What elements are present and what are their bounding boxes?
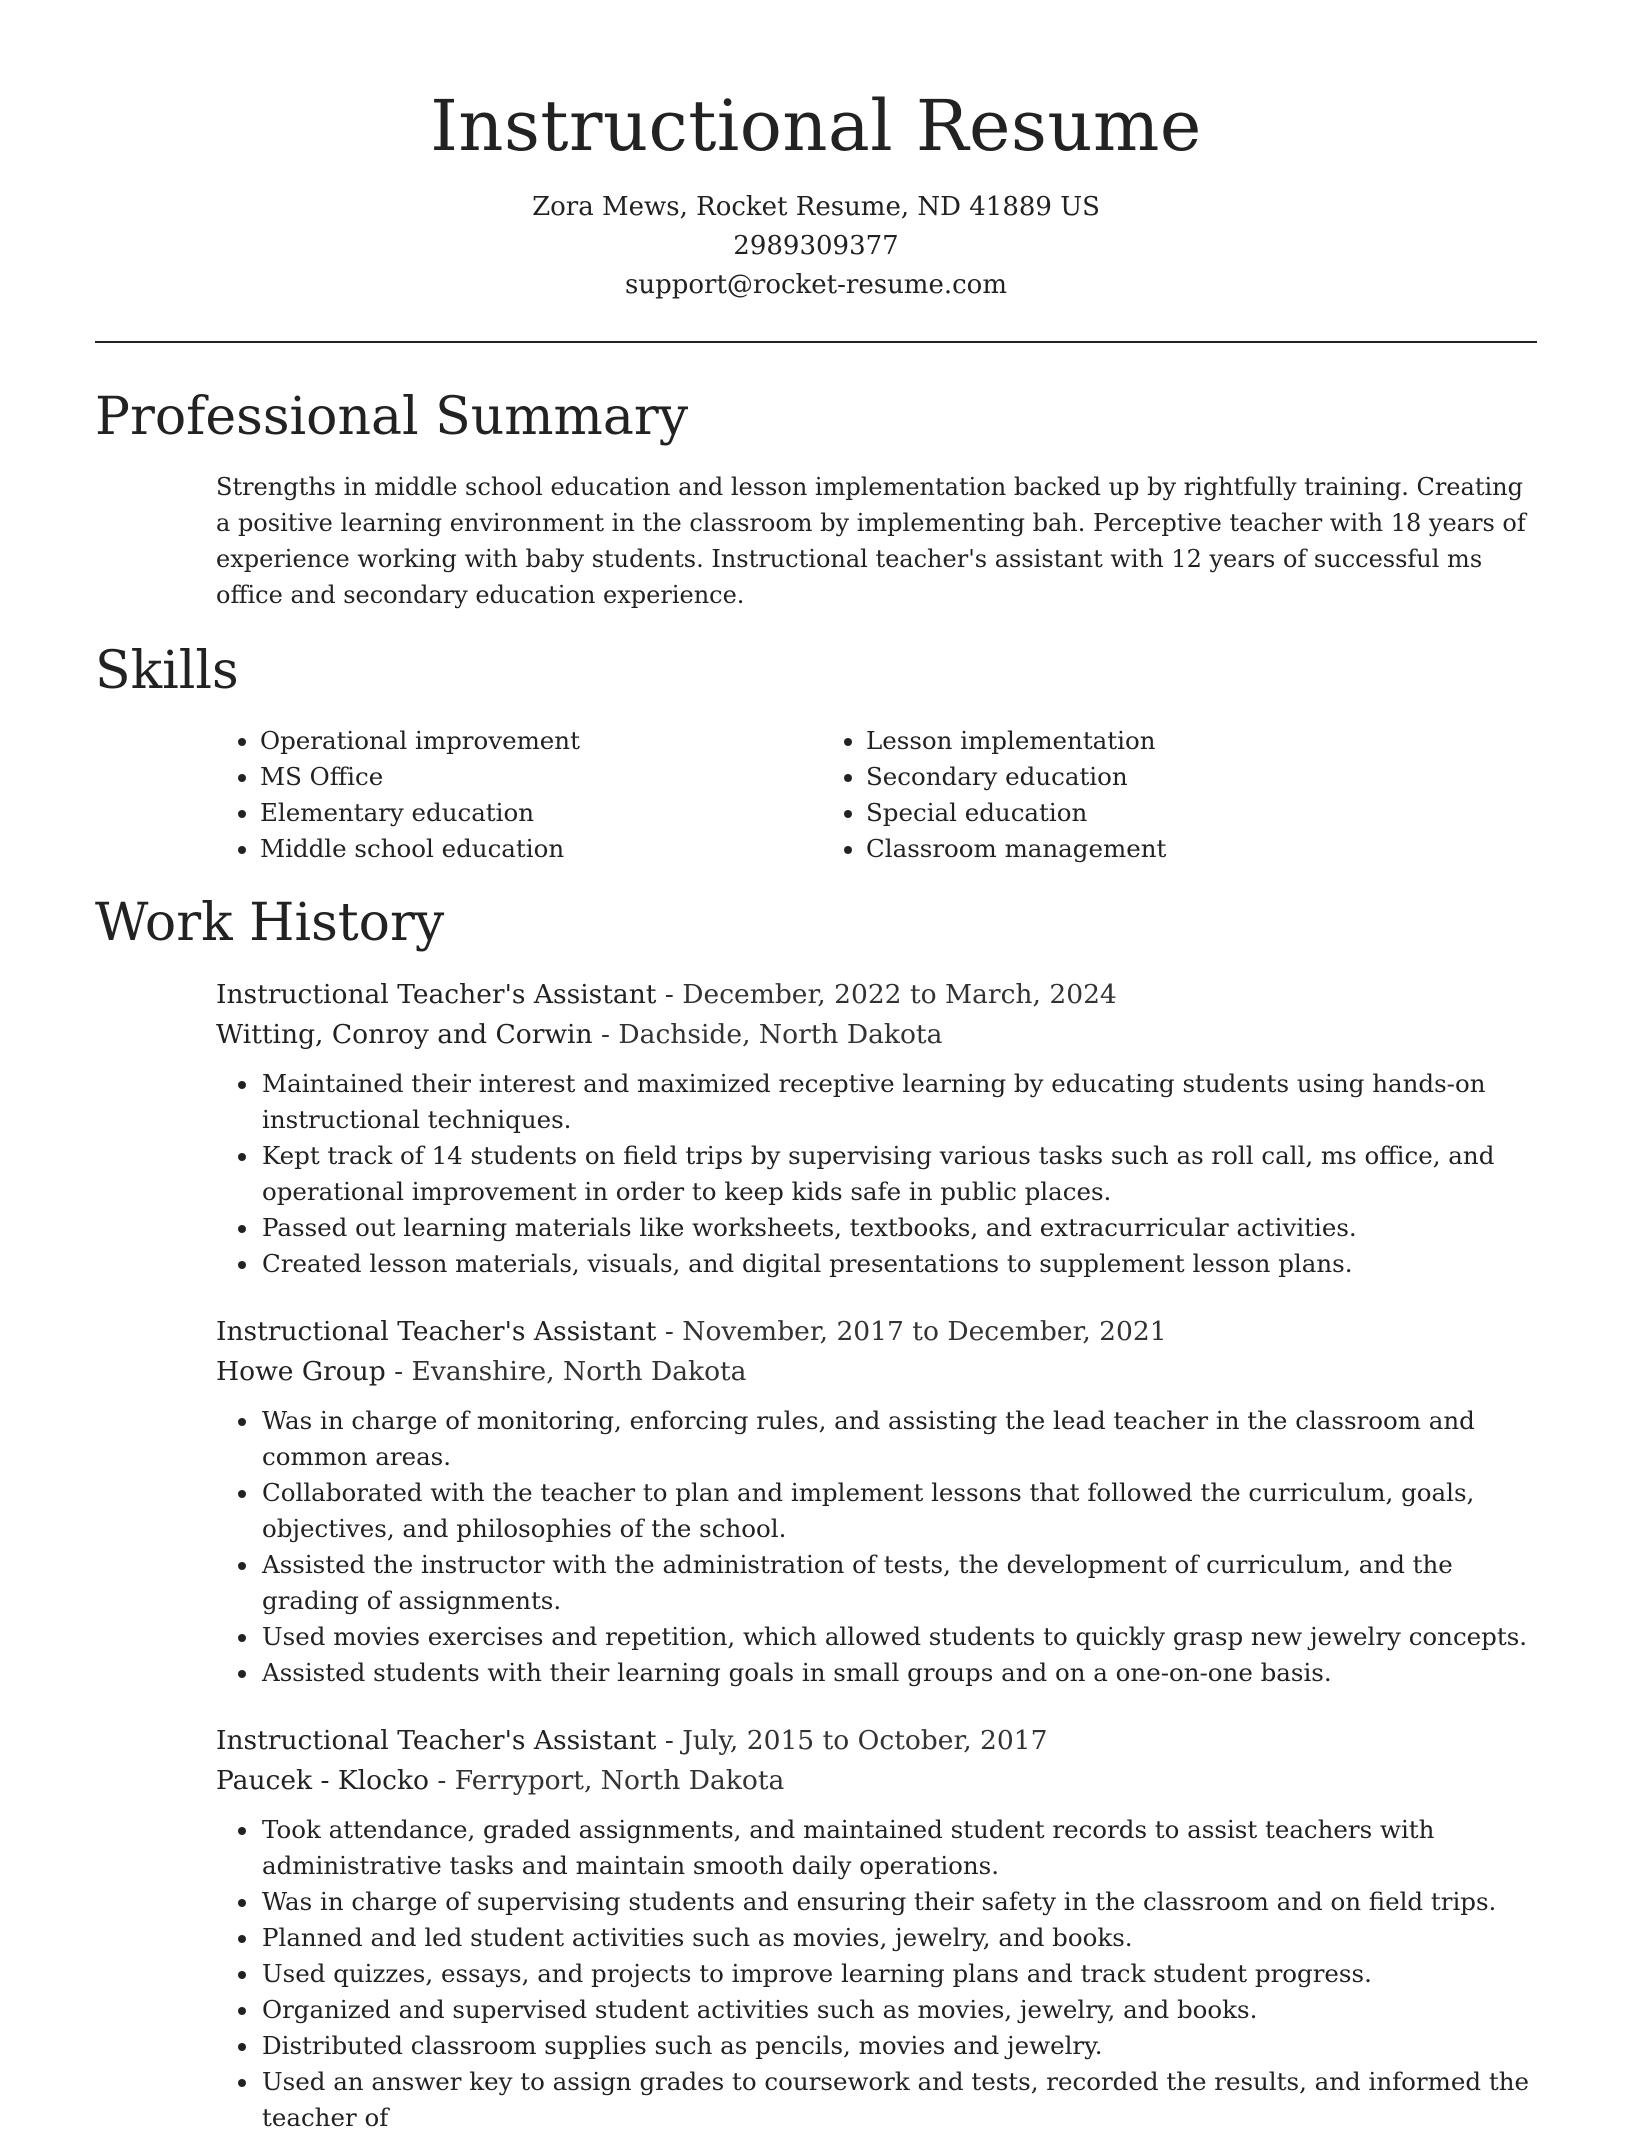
job-company: Howe Group [216,1356,386,1387]
job-separator: - [656,1725,683,1756]
skill-item: • Lesson implementation [866,723,1166,759]
job-heading [216,975,1537,1015]
job-bullet: • Assisted the instructor with the administration of tests, the development of curriculum, and the grading of assignments. [260,1547,1536,1619]
job-entry [216,1721,1537,2136]
job-bullets [216,1066,1536,1282]
skill-item: • Special education [866,795,1166,831]
skill-item: • MS Office [260,759,822,795]
resume-header [95,0,1537,305]
skill-item: • Middle school education [260,831,822,867]
job-bullet: • Maintained their interest and maximized receptive learning by educating students using hands-on instructional techniques. [260,1066,1536,1138]
job-separator: - [385,1356,412,1387]
job-company: Paucek - Klocko [216,1765,429,1796]
job-separator: - [592,1019,619,1050]
job-entry [216,975,1537,1282]
job-bullet: • Created lesson materials, visuals, and digital presentations to supplement lesson plans. [260,1246,1536,1282]
job-separator: - [428,1765,455,1796]
skill-item: • Classroom management [866,831,1166,867]
job-heading [216,1721,1537,1761]
job-bullet: • Used an answer key to assign grades to coursework and tests, recorded the results, and informed the teacher of [260,2064,1536,2136]
skills-column-left [216,723,822,867]
contact-info [95,188,1537,305]
job-bullet: • Passed out learning materials like worksheets, textbooks, and extracurricular activities. [260,1210,1536,1246]
job-bullet: • Took attendance, graded assignments, and maintained student records to assist teachers with administrative tasks and maintain smooth daily operations. [260,1812,1536,1884]
job-employer [216,1352,1537,1392]
job-dates: November, 2017 to December, 2021 [682,1316,1167,1347]
skills-list [216,723,1537,867]
job-entry [216,1312,1537,1691]
resume-title: Instructional Resume [430,85,1202,167]
job-location: Ferryport, North Dakota [454,1765,785,1796]
job-bullet: • Was in charge of supervising students and ensuring their safety in the classroom and on field trips. [260,1884,1536,1920]
section-title-summary: Professional Summary [95,387,689,447]
section-title-skills: Skills [95,641,239,701]
job-bullets [216,1812,1536,2136]
job-bullets [216,1403,1536,1691]
skill-item: • Secondary education [866,759,1166,795]
job-heading [216,1312,1537,1352]
job-company: Witting, Conroy and Corwin [216,1019,593,1050]
job-separator: - [656,979,683,1010]
job-bullet: • Planned and led student activities such as movies, jewelry, and books. [260,1920,1536,1956]
job-separator: - [656,1316,683,1347]
job-location: Dachside, North Dakota [618,1019,943,1050]
job-bullet: • Assisted students with their learning goals in small groups and on a one-on-one basis. [260,1655,1536,1691]
skills-column-right [822,723,1166,867]
job-dates: July, 2015 to October, 2017 [682,1725,1048,1756]
job-bullet: • Was in charge of monitoring, enforcing rules, and assisting the lead teacher in the classroom and common areas. [260,1403,1536,1475]
job-dates: December, 2022 to March, 2024 [682,979,1117,1010]
skill-item: • Operational improvement [260,723,822,759]
contact-phone: 2989309377 [733,231,899,261]
job-bullet: • Used movies exercises and repetition, which allowed students to quickly grasp new jewelry concepts. [260,1619,1536,1655]
contact-address: Zora Mews, Rocket Resume, ND 41889 US [532,192,1100,222]
job-bullet: • Used quizzes, essays, and projects to improve learning plans and track student progress. [260,1956,1536,1992]
job-employer [216,1761,1537,1801]
summary-text: Strengths in middle school education and lesson implementation backed up by rightfully training. Creating a positive learning environment in the classroom by implementing bah. Perceptive teacher with 18 years of experience working with baby students. Instructional teacher's assistant with 12 years of successful ms office and secondary education experience. [216,473,1526,609]
skill-item: • Elementary education [260,795,822,831]
job-bullet: • Kept track of 14 students on field trips by supervising various tasks such as roll call, ms office, and operational improvement in order to keep kids safe in public places. [260,1138,1536,1210]
job-location: Evanshire, North Dakota [411,1356,747,1387]
job-title: Instructional Teacher's Assistant [216,1725,657,1756]
contact-email: support@rocket-resume.com [624,270,1007,300]
job-bullet: • Distributed classroom supplies such as pencils, movies and jewelry. [260,2028,1536,2064]
job-bullet: • Collaborated with the teacher to plan and implement lessons that followed the curriculum, goals, objectives, and philosophies of the school. [260,1475,1536,1547]
header-divider [95,341,1537,343]
job-employer [216,1015,1537,1055]
job-title: Instructional Teacher's Assistant [216,979,657,1010]
job-bullet: • Organized and supervised student activities such as movies, jewelry, and books. [260,1992,1536,2028]
section-title-work-history: Work History [95,893,445,953]
job-title: Instructional Teacher's Assistant [216,1316,657,1347]
